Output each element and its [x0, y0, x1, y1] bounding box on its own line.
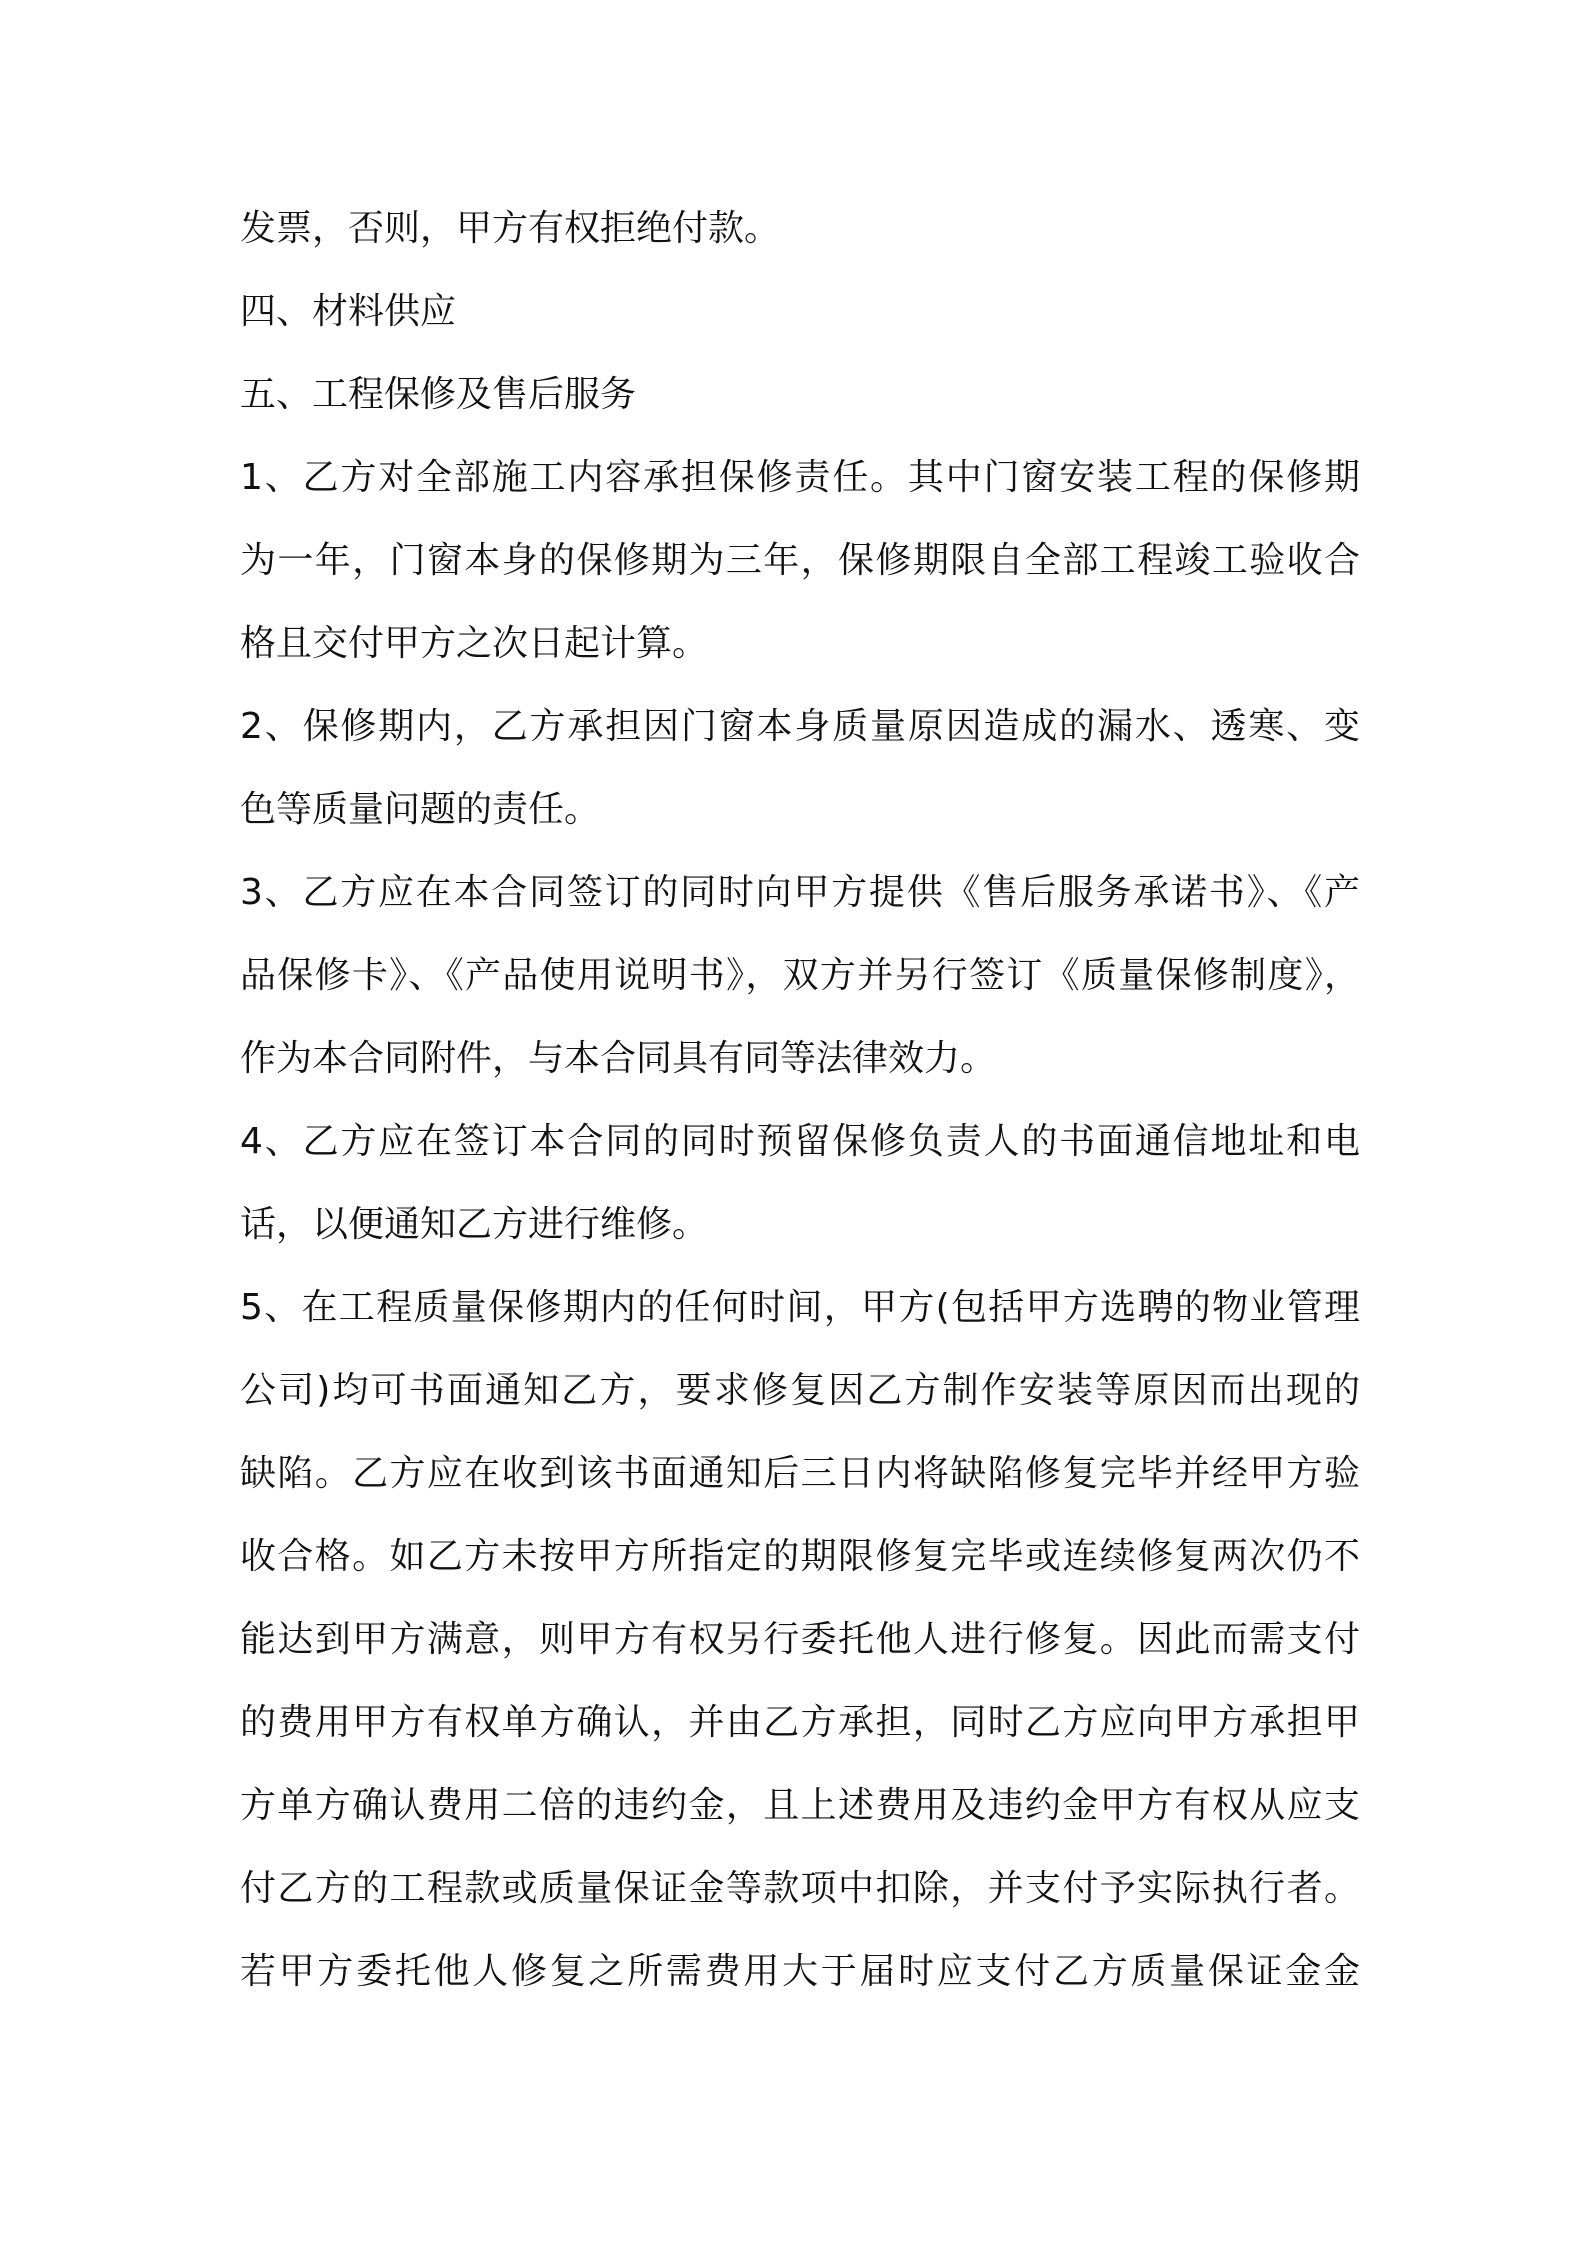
text-line: 方单方确认费用二倍的违约金，且上述费用及违约金甲方有权从应支 [240, 1785, 1360, 1826]
text-line: 格且交付甲方之次日起计算。 [240, 623, 709, 664]
text-line: 5、在工程质量保修期内的任何时间，甲方(包括甲方选聘的物业管理 [240, 1287, 1360, 1328]
text-line: 3、乙方应在本合同签订的同时向甲方提供《售后服务承诺书》、《产 [240, 872, 1360, 913]
text-line: 发票，否则，甲方有权拒绝付款。 [240, 208, 781, 249]
text-line: 品保修卡》、《产品使用说明书》，双方并另行签订《质量保修制度》， [240, 955, 1360, 996]
section-heading: 四、材料供应 [240, 291, 457, 332]
text-line: 公司)均可书面通知乙方，要求修复因乙方制作安装等原因而出现的 [240, 1370, 1360, 1411]
text-line: 收合格。如乙方未按甲方所指定的期限修复完毕或连续修复两次仍不 [240, 1536, 1360, 1577]
text-line: 为一年，门窗本身的保修期为三年，保修期限自全部工程竣工验收合 [240, 540, 1360, 581]
text-line: 若甲方委托他人修复之所需费用大于届时应支付乙方质量保证金金 [240, 1951, 1360, 1992]
text-line: 作为本合同附件，与本合同具有同等法律效力。 [240, 1038, 997, 1079]
text-line: 4、乙方应在签订本合同的同时预留保修负责人的书面通信地址和电 [240, 1121, 1360, 1162]
text-line: 缺陷。乙方应在收到该书面通知后三日内将缺陷修复完毕并经甲方验 [240, 1453, 1360, 1494]
text-line: 1、乙方对全部施工内容承担保修责任。其中门窗安装工程的保修期 [240, 457, 1360, 498]
text-line: 的费用甲方有权单方确认，并由乙方承担，同时乙方应向甲方承担甲 [240, 1702, 1360, 1743]
text-line: 2、保修期内，乙方承担因门窗本身质量原因造成的漏水、透寒、变 [240, 706, 1360, 747]
text-line: 色等质量问题的责任。 [240, 789, 601, 830]
section-heading: 五、工程保修及售后服务 [240, 374, 637, 415]
text-line: 能达到甲方满意，则甲方有权另行委托他人进行修复。因此而需支付 [240, 1619, 1360, 1660]
text-line: 付乙方的工程款或质量保证金等款项中扣除，并支付予实际执行者。 [240, 1868, 1360, 1909]
text-line: 话，以便通知乙方进行维修。 [240, 1204, 709, 1245]
